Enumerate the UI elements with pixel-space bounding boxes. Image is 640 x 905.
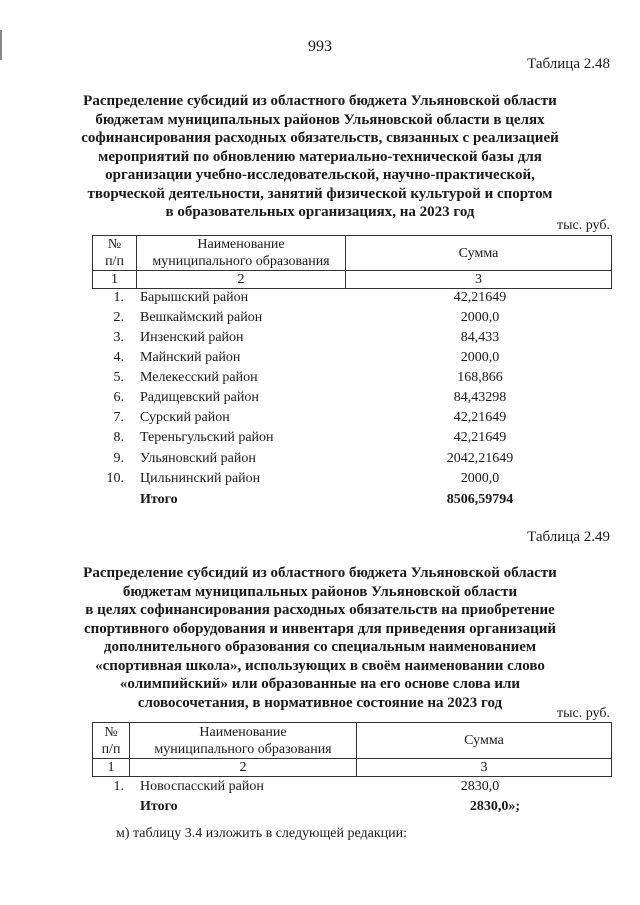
row-number: 4. (113, 350, 124, 365)
row-number: 7. (113, 410, 124, 425)
table-row (0, 290, 640, 310)
total-label: Итого (140, 492, 178, 507)
row-number: 6. (113, 390, 124, 405)
row-number: 10. (106, 471, 124, 486)
row-sum: 84,43298 (453, 390, 507, 405)
title-line: «спортивная школа», использующих в своём наименовании слово (95, 657, 545, 674)
column-number: 3 (357, 759, 612, 777)
row-sum: 84,433 (460, 330, 500, 345)
header-name-line: Наименование (199, 724, 287, 740)
row-sum: 2000,0 (460, 471, 500, 486)
row-number: 1. (113, 779, 124, 794)
row-name: Радищевский район (140, 390, 259, 405)
row-number: 2. (113, 310, 124, 325)
row-sum: 2042,21649 (446, 451, 514, 466)
header-name-line: муниципального образования (152, 254, 330, 269)
column-number: 1 (93, 759, 130, 777)
header-num-line: № (107, 237, 122, 252)
table-row (0, 310, 640, 330)
total-label: Итого (140, 799, 178, 814)
column-number: 3 (346, 271, 612, 289)
table-row (0, 330, 640, 350)
table-row (0, 471, 640, 491)
header-name (137, 236, 346, 271)
table-label-2-49: Таблица 2.49 (527, 529, 610, 545)
table-header-2-48 (92, 235, 612, 289)
row-number: 1. (113, 290, 124, 305)
title-line: Распределение субсидий из областного бюджета Ульяновской области (83, 93, 557, 109)
row-name: Ульяновский район (140, 451, 256, 466)
row-number: 9. (113, 451, 124, 466)
column-number: 1 (93, 271, 137, 289)
title-line: Распределение субсидий из областного бюджета Ульяновской области (83, 565, 557, 581)
row-sum: 42,21649 (453, 290, 507, 305)
title-line: «олимпийский» или образованные на его основе слова или (119, 676, 521, 692)
title-line: словосочетания, в нормативное состояние на 2023 год (137, 694, 503, 711)
column-number: 2 (137, 271, 346, 289)
header-num-line: п/п (101, 741, 121, 757)
total-sum: 8506,59794 (446, 492, 514, 507)
unit-label: тыс. руб. (557, 218, 610, 233)
row-sum: 168,866 (457, 370, 503, 385)
table-row (0, 779, 640, 799)
row-name: Барышский район (140, 290, 249, 305)
row-number: 5. (113, 370, 124, 385)
table-header-2-49 (92, 722, 612, 777)
title-line: в целях софинансирования расходных обязательств на приобретение (85, 602, 555, 618)
table-row (0, 410, 640, 430)
total-row (0, 492, 640, 512)
table-row (0, 430, 640, 450)
header-sum: Сумма (346, 236, 612, 271)
table-row (0, 390, 640, 410)
row-name: Сурский район (140, 410, 230, 425)
row-sum: 2830,0 (460, 779, 500, 794)
table-row (0, 451, 640, 471)
title-line: спортивного оборудования и инвентаря для приведения организаций (83, 620, 557, 637)
row-sum: 42,21649 (453, 410, 507, 425)
table-title-2-48 (20, 92, 620, 222)
header-num (93, 236, 137, 271)
table-row (0, 350, 640, 370)
title-line: творческой деятельности, занятий физической культурой и спортом (87, 185, 553, 202)
header-num-line: № (104, 724, 118, 740)
header-name-line: Наименование (197, 237, 285, 252)
row-name: Вешкаймский район (140, 310, 263, 325)
header-name (130, 723, 357, 759)
title-line: в образовательных организациях, на 2023 год (165, 204, 475, 220)
total-row (0, 799, 640, 819)
row-sum: 2000,0 (460, 350, 500, 365)
total-sum: 2830,0»; (469, 799, 521, 814)
title-line: организации учебно-исследовательской, научно-практической, (105, 167, 535, 183)
row-sum: 2000,0 (460, 310, 500, 325)
footer-instruction: м) таблицу 3.4 изложить в следующей редакции: (116, 826, 408, 841)
row-name: Инзенский район (140, 330, 244, 345)
table-title-2-49 (20, 564, 620, 712)
title-line: мероприятий по обновлению материально-технической базы для (98, 148, 542, 165)
title-line: софинансирования расходных обязательств, связанных с реализацией (81, 130, 559, 146)
header-name-line: муниципального образования (154, 741, 332, 757)
title-line: бюджетам муниципальных районов Ульяновской области в целях (95, 111, 545, 128)
row-number: 3. (113, 330, 124, 345)
row-name: Майнский район (140, 350, 241, 365)
title-line: дополнительного образования со специальным наименованием (103, 639, 537, 655)
column-number: 2 (130, 759, 357, 777)
table-row (0, 370, 640, 390)
row-sum: 42,21649 (453, 430, 507, 445)
row-name: Новоспасский район (140, 779, 264, 794)
title-line: бюджетам муниципальных районов Ульяновской области (122, 583, 518, 600)
header-sum: Сумма (357, 723, 612, 759)
table-label-2-48: Таблица 2.48 (527, 56, 610, 72)
unit-label: тыс. руб. (557, 706, 610, 721)
header-num (93, 723, 130, 759)
row-number: 8. (113, 430, 124, 445)
row-name: Цильнинский район (140, 471, 261, 486)
row-name: Тереньгульский район (140, 430, 274, 445)
header-num-line: п/п (105, 254, 124, 269)
row-name: Мелекесский район (140, 370, 258, 385)
page-number: 993 (308, 38, 332, 55)
